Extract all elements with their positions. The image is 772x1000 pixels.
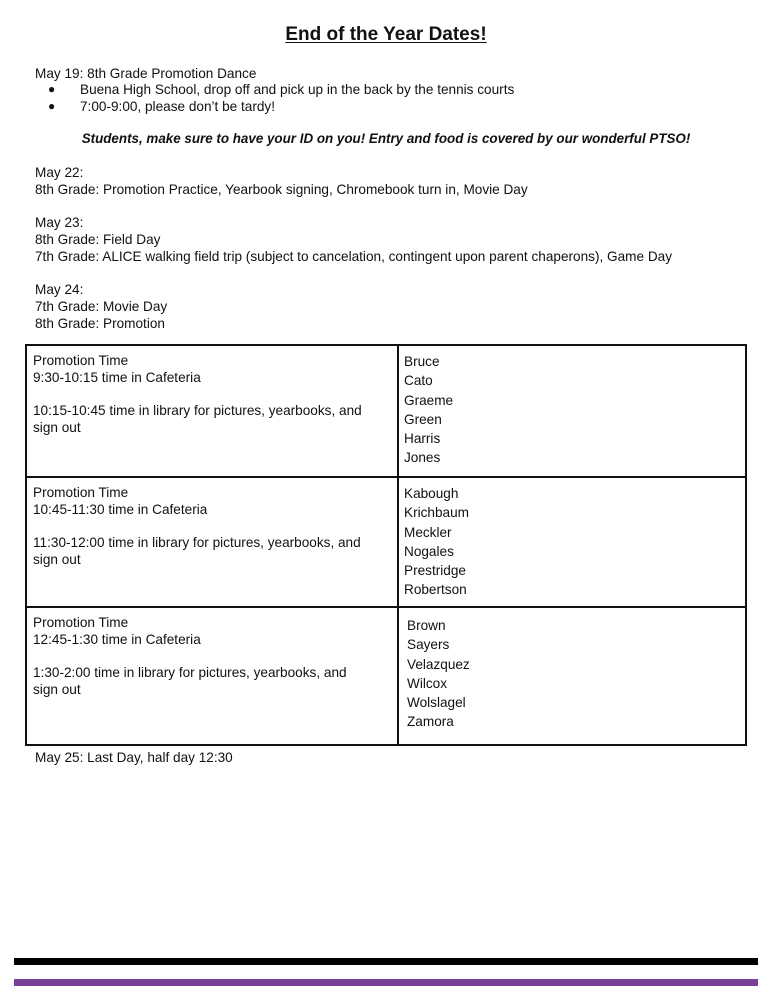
bullet-icon: ● (48, 99, 56, 113)
library-time-continued: sign out (33, 420, 81, 435)
may-22-line: 8th Grade: Promotion Practice, Yearbook signing, Chromebook turn in, Movie Day (35, 182, 528, 197)
student-name: Brown (407, 618, 446, 633)
student-name: Velazquez (407, 656, 470, 672)
library-time: 10:15-10:45 time in library for pictures, yearbooks, and (33, 403, 362, 418)
student-name: Wolslagel (407, 695, 466, 711)
student-name: Jones (404, 450, 441, 466)
time-label: Promotion Time (33, 615, 129, 630)
student-name: Wilcox (407, 675, 448, 691)
student-name: Robertson (404, 582, 467, 598)
names-cell (398, 477, 746, 607)
student-name: Graeme (404, 392, 454, 408)
cafeteria-time: 12:45-1:30 time in Cafeteria (33, 632, 201, 647)
time-cell (26, 607, 398, 745)
bullet-item (48, 81, 514, 98)
time-cell (26, 477, 398, 607)
may-19-heading: May 19: 8th Grade Promotion Dance (35, 66, 257, 81)
table-row (26, 345, 746, 477)
student-name: Sayers (407, 637, 450, 653)
student-name: Cato (404, 373, 433, 389)
may-23-heading: May 23: (35, 215, 84, 230)
time-label: Promotion Time (33, 485, 129, 500)
may-23-line: 7th Grade: ALICE walking field trip (subject to cancelation, contingent upon parent chaperons), Game Day (35, 249, 673, 264)
bullet-item (48, 98, 514, 115)
library-time-continued: sign out (33, 552, 81, 567)
may-22-heading: May 22: (35, 165, 84, 180)
student-name: Green (404, 411, 442, 427)
cafeteria-time: 10:45-11:30 time in Cafeteria (33, 502, 208, 517)
may-24-section (35, 281, 167, 332)
library-time-continued: sign out (33, 682, 81, 697)
student-name: Bruce (404, 354, 440, 369)
table-row (26, 477, 746, 607)
may-23-section (35, 214, 672, 265)
may-24-heading: May 24: (35, 282, 84, 297)
names-cell (398, 345, 746, 477)
time-cell (26, 345, 398, 477)
student-name: Harris (404, 431, 441, 447)
id-notice: Students, make sure to have your ID on you! Entry and food is covered by our wonderful PTSO! (81, 131, 691, 146)
names-cell (398, 607, 746, 745)
bullet-icon: ● (48, 82, 56, 96)
footer-rule-purple (14, 979, 758, 986)
student-name: Krichbaum (404, 505, 469, 521)
may-24-line: 8th Grade: Promotion (35, 316, 165, 331)
time-label: Promotion Time (33, 353, 129, 368)
student-name: Meckler (404, 524, 452, 540)
student-name: Prestridge (404, 563, 466, 579)
may-19-bullets (48, 81, 514, 115)
may-25-section (35, 749, 233, 766)
bullet-text: Buena High School, drop off and pick up in the back by the tennis courts (80, 82, 515, 97)
may-19-section (35, 65, 256, 82)
bullet-text: 7:00-9:00, please don’t be tardy! (80, 99, 275, 114)
may-24-line: 7th Grade: Movie Day (35, 299, 168, 314)
library-time: 11:30-12:00 time in library for pictures, yearbooks, and (33, 535, 361, 550)
may-25-line: May 25: Last Day, half day 12:30 (35, 750, 233, 765)
promotion-schedule-table (25, 344, 747, 746)
library-time: 1:30-2:00 time in library for pictures, yearbooks, and (33, 665, 347, 680)
student-name: Kabough (404, 486, 459, 501)
table-row (26, 607, 746, 745)
footer-rule-black (14, 958, 758, 965)
student-name: Nogales (404, 543, 454, 559)
cafeteria-time: 9:30-10:15 time in Cafeteria (33, 370, 201, 385)
student-name: Zamora (407, 714, 454, 730)
page-title: End of the Year Dates! (285, 24, 487, 45)
may-23-line: 8th Grade: Field Day (35, 232, 161, 247)
may-22-section (35, 164, 528, 198)
